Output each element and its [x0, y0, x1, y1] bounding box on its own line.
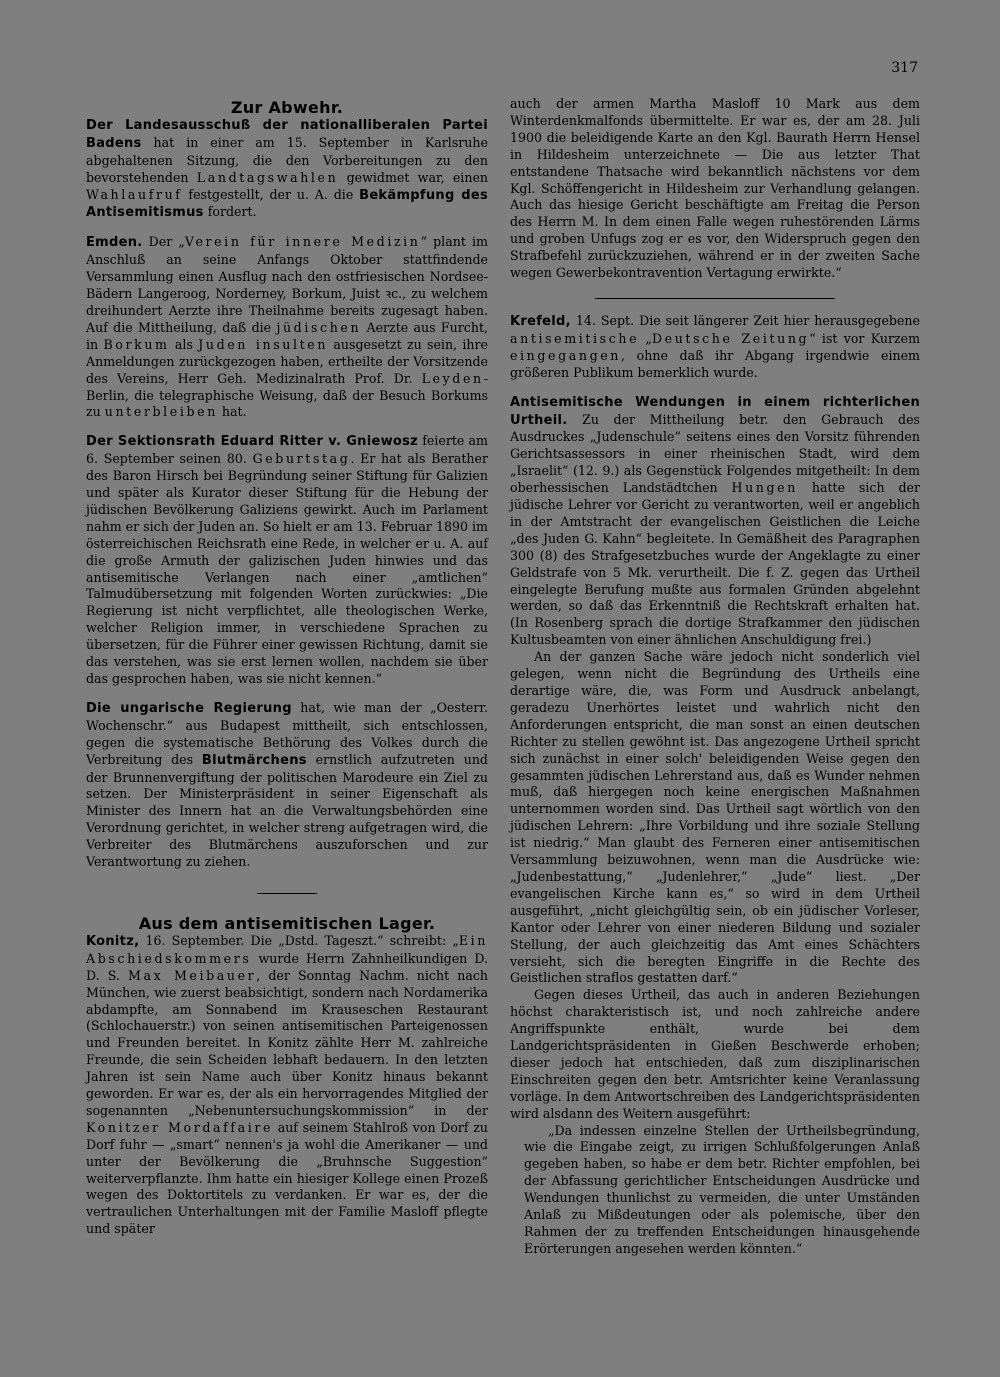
quoted-reply: „Da indessen einzelne Stellen der Urtheilsbegründung, wie die Eingabe zeigt, zu irrigen Schlußfolgerungen Anlaß gegeben haben, so habe er dem betr. Richter empfohlen, bei der Abfassung gerichtlicher Entscheidungen Ausdrücke und Wendungen thunlichst zu vermeiden, die unter Umständen Anlaß zu Mißdeutungen oder als polemische, über den Rahmen der zu treffenden Entscheidungen hinausgehende Erörterungen angesehen werden könnten.“: [524, 1122, 920, 1256]
article-gniewosz: Der Sektionsrath Eduard Ritter v. Gniewosz feierte am 6. September seinen 80. Geburtstag. Er hat als Berather des Baron Hirsch bei Begründung seiner Stiftung für Galizien und später als Kurator dieser Stiftung für die Hebung der jüdischen Bevölkerung Galiziens gewirkt. Auch im Parlament nahm er sich der Juden an. So hielt er am 13. Februar 1890 im österreichischen Reichsrath eine Rede, in welcher er u. A. auf die große Armuth der galizischen Juden hinwies und das antisemitische Verlangen nach einer „amtlichen“ Talmudübersetzung mit folgenden Worten zurückwies: „Die Regierung ist nicht verpflichtet, alle theologischen Werke, welcher Religion immer, in verschiedene Sprachen zu übersetzen, für die Führer einer gewissen Richtung, damit sie das verstehen, was sie erst lernen wollen, nachdem sie über das gesprochen haben, was sie nicht kennen.“: [86, 433, 489, 686]
lead-landesausschuss: Der Landesausschuß der nationalliberalen Partei Badens: [86, 117, 488, 151]
paragraph-ganzen-sache: An der ganzen Sache wäre jedoch nicht sonderlich viel gelegen, wenn nicht die Begründung des Urtheils eine derartige wäre, die, was Form und Ausdruck anbelangt, geradezu Unerhörtes leistet und wahrlich nicht den Anforderungen entspricht, die man sonst an einen deutschen Richter zu stellen gewöhnt ist. Das angezogene Urtheil spricht sich zunächst in einer solch' beleidigenden Weise gegen den gesammten jüdischen Lehrerstand aus, daß es Wunder nehmen muß, daß hiergegen noch keine energischen Maßnahmen unternommen worden sind. Das Urtheil sagt wörtlich von den jüdischen Lehrern: „Ihre Vorbildung und ihre soziale Stellung ist niedrig.“ Man glaubt des Ferneren einer antisemitischen Versammlung beizuwohnen, wenn man die Ausdrücke wie: „Judenbestattung,“ „Judenlehrer,“ „Jude“ liest. „Der evangelischen Kirche kann es,“ so wird in dem Urtheil ausgeführt, „nicht gleichgültig sein, ob ein jüdischer Vorleser, Kantor oder Lehrer von einer niederen Bildung und sozialer Stellung, der auch gleichzeitig das Amt eines Schächters versieht, sich die beregten Eingriffe in die Rechte des Geistlichen straflos gestatten darf.“: [510, 649, 920, 986]
paragraph-gegen-dieses-urtheil: Gegen dieses Urtheil, das auch in anderen Beziehungen höchst charakteristisch ist, und noch zahlreiche andere Angriffspunkte enthält, wurde bei dem Landgerichtspräsidenten in Gießen Beschwerde erhoben; dieser jedoch hat entschieden, daß zum disziplinarischen Einschreiten gegen den betr. Amtsrichter keine Veranlassung vorläge. In dem Antwortschreiben des Landgerichtspräsidenten wird alsdann des Weitern ausgeführt:: [510, 987, 920, 1121]
article-landesausschuss: Der Landesausschuß der nationalliberalen Partei Badens hat in einer am 15. September in Karlsruhe abgehaltenen Sitzung, die den Vorbereitungen zu den bevorstehenden Landtagswahlen gewidmet war, einen Wahlaufruf festgestellt, der u. A. die Bekämpfung des Antisemitismus fordert.: [86, 117, 489, 221]
lead-gniewosz: Der Sektionsrath Eduard Ritter v. Gniewosz: [86, 434, 419, 450]
article-konitz: Konitz, 16. September. Die „Dstd. Tageszt.“ schreibt: „Ein Abschiedskommers wurde Herrn Zahnheilkundigen D. D. S. Max Meibauer, der Sonntag Nachm. nicht nach München, wie zuerst beabsichtigt, sondern nach Nordamerika abdampfte, am Sonnabend im Krauseschen Restaurant (Schlochauerstr.) von seinen antisemitischen Parteigenossen und Freunden bereitet. In Konitz zählte Herr M. zahlreiche Freunde, die sein Scheiden lebhaft bedauern. In den letzten Jahren ist sein Name auch über Konitz hinaus bekannt geworden. Er war es, der als ein hervorragendes Mitglied der sogenannten „Nebenuntersuchungskommission“ in der Konitzer Mordaffaire auf seinem Stahlroß von Dorf zu Dorf fuhr — „smart“ nennen's ja wohl die Amerikaner — und unter der Bevölkerung die „Bruhnsche Suggestion“ weiterverpflanzte. Ihm hatte ein hiesiger Kollege einen Prozeß wegen des Doktortitels zu verdanken. Er war es, der die vertraulichen Unterhaltungen mit der Familie Masloff pflegte und später: [86, 932, 488, 1237]
right-column: [510, 96, 920, 1258]
lead-urtheil: Antisemitische Wendungen in einem richterlichen Urtheil.: [510, 394, 920, 428]
lead-emden: Emden.: [86, 235, 143, 251]
article-divider: [595, 298, 835, 299]
article-emden: Emden. Der „Verein für innere Medizin“ plant im Anschluß an seine Anfangs Oktober stattfindende Versammlung einen Ausflug nach den ostfriesischen Nordsee-Bädern Langeroog, Norderney, Borkum, Juist ꝛc., zu welchem dreihundert Aerzte ihre Theilnahme bereits zugesagt haben. Auf die Mittheilung, daß die jüdischen Aerzte aus Furcht, in Borkum als Juden insulten ausgesetzt zu sein, ihre Anmeldungen zurückgezogen haben, ertheilte der Vorsitzende des Vereins, Herr Geh. Medizinalrath Prof. Dr. Leyden-Berlin, die telegraphische Weisung, daß der Besuch Borkums zu unterbleiben hat.: [86, 234, 489, 420]
article-krefeld: Krefeld, 14. Sept. Die seit längerer Zeit hier herausgegebene antisemitische „Deutsche Zeitung“ ist vor Kurzem eingegangen, ohne daß ihr Abgang irgendwie einem größeren Publikum bemerklich wurde.: [510, 312, 921, 380]
section-divider: [257, 893, 317, 894]
article-konitz-continued: auch der armen Martha Masloff 10 Mark aus dem Winterdenkmalfonds übermittelte. Er war es, der am 28. Juli 1900 die beleidigende Karte an den Kgl. Baurath Herrn Hensel in Hildesheim unterzeichnete — Die aus letzter That entstandene Thatsache wird bekanntlich nächstens vor dem Kgl. Schöffengericht in Hildesheim zur Verhandlung gelangen. Auch das hiesige Gericht beschäftigte am Freitag die Person des Herrn M. In dem einen Falle wegen ruhestörenden Lärms und groben Unfugs zog er es vor, den Widerspruch gegen den Strafbefehl zurückzuziehen, während er in der zweiten Sache wegen Gewerbekontravention Vertagung erwirkte.“: [510, 96, 920, 281]
page-number: 317: [891, 60, 918, 76]
article-ungarische-regierung: Die ungarische Regierung hat, wie man der „Oesterr. Wochenschr.“ aus Budapest mittheilt, sich entschlossen, gegen die systematische Bethörung des Volkes durch die Verbreitung des Blutmärchens ernstlich aufzutreten und der Brunnenvergiftung der politischen Marodeure ein Ziel zu setzen. Der Ministerpräsident in seiner Eigenschaft als Minister des Innern hat an die Verwaltungsbehörden eine Verordnung gerichtet, in welcher streng aufgetragen wird, die Verbreiter des Blutmärchens auszuforschen und zur Verantwortung zu ziehen.: [86, 699, 489, 870]
heading-zur-abwehr: Zur Abwehr.: [230, 98, 344, 117]
heading-antisemitischen-lager: Aus dem antisemitischen Lager.: [138, 913, 436, 933]
lead-konitz: Konitz,: [86, 933, 140, 949]
left-column: [86, 100, 488, 1238]
lead-krefeld: Krefeld,: [510, 313, 571, 329]
article-urtheil: Antisemitische Wendungen in einem richterlichen Urtheil. Zu der Mittheilung betr. den Gebrauch des Ausdruckes „Judenschule“ seitens eines den Vorsitz führenden Gerichtsassessors in einer rheinischen Stadt, wird dem „Israelit“ (12. 9.) als Gegenstück Folgendes mitgetheilt: In dem oberhessischen Landstädtchen Hungen hatte sich der jüdische Lehrer vor Gericht zu verantworten, weil er angeblich in der Amtstracht der evangelischen Geistlichen die Leiche „des Juden G. Kahn“ begleitete. In Gemäßheit des Paragraphen 300 (8) des Strafgesetzbuches wurde der Angeklagte zu einer Geldstrafe von 5 Mk. verurtheilt. Die f. Z. gegen das Urtheil eingelegte Berufung mußte aus formalen Gründen abgelehnt werden, so daß das Erkenntniß die Rechtskraft erhalten hat. (In Rosenberg sprach die dortige Strafkammer den jüdischen Kultusbeamten von einer ähnlichen Anschuldigung frei.): [510, 394, 920, 648]
lead-ungarische-regierung: Die ungarische Regierung: [86, 700, 292, 716]
